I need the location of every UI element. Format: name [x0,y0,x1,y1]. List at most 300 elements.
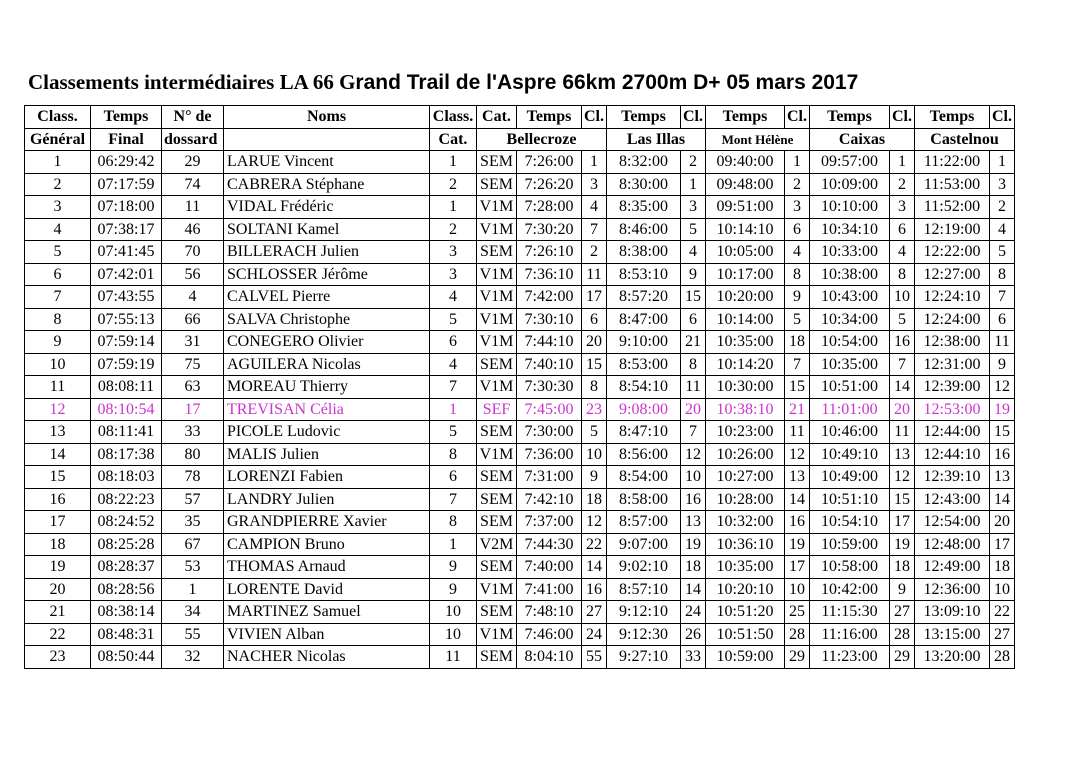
table-cell: 11 [681,376,706,399]
table-cell: 2 [990,196,1015,219]
table-cell: 10 [582,443,607,466]
table-cell: 8 [990,263,1015,286]
table-cell: V1M [477,623,517,646]
table-cell: 10:36:10 [706,533,785,556]
table-cell: 2 [430,218,477,241]
table-cell: 8:35:00 [607,196,681,219]
table-row [25,218,1015,241]
header-row-2 [25,128,1015,151]
table-cell: 12 [25,398,91,421]
table-row [25,353,1015,376]
table-cell: 7:30:00 [517,421,582,444]
table-cell: 8 [430,511,477,534]
table-cell: 5 [430,421,477,444]
table-cell: SEM [477,511,517,534]
table-cell: 12 [582,511,607,534]
table-row [25,286,1015,309]
table-cell: 28 [785,623,810,646]
table-cell: 8:32:00 [607,151,681,174]
table-cell: 9 [430,556,477,579]
table-row [25,488,1015,511]
table-cell: 21 [25,601,91,624]
runner-name: MARTINEZ Samuel [224,601,430,624]
table-cell: 12:24:00 [915,308,990,331]
table-cell: 3 [785,196,810,219]
results-table [24,105,1015,669]
table-cell: 10:30:00 [706,376,785,399]
table-cell: 10:34:10 [810,218,890,241]
checkpoint-mont-helene: Mont Hélène [706,128,810,151]
table-cell: 22 [582,533,607,556]
table-cell: 12:53:00 [915,398,990,421]
table-cell: SEM [477,466,517,489]
table-cell: 10:35:00 [810,353,890,376]
table-cell: 10:49:00 [810,466,890,489]
table-cell: 12:54:00 [915,511,990,534]
table-cell: 14 [582,556,607,579]
table-cell: 15 [25,466,91,489]
table-cell: 14 [785,488,810,511]
table-row [25,578,1015,601]
table-cell: 8:47:10 [607,421,681,444]
table-cell: 7:45:00 [517,398,582,421]
table-cell: 19 [681,533,706,556]
table-cell: 13 [990,466,1015,489]
table-cell: 21 [681,331,706,354]
table-cell: 7:48:10 [517,601,582,624]
table-cell: 12:49:00 [915,556,990,579]
table-cell: 11:15:30 [810,601,890,624]
table-cell: 9 [25,331,91,354]
table-cell: 08:28:37 [91,556,162,579]
table-cell: 5 [25,241,91,264]
table-cell: 11:52:00 [915,196,990,219]
table-row [25,646,1015,669]
table-cell: 5 [582,421,607,444]
table-row [25,601,1015,624]
table-cell: 17 [25,511,91,534]
table-cell: 8:47:00 [607,308,681,331]
table-cell: 10:49:10 [810,443,890,466]
table-cell: 9 [890,578,915,601]
table-cell: 11:16:00 [810,623,890,646]
table-cell: 24 [681,601,706,624]
runner-name: PICOLE Ludovic [224,421,430,444]
table-cell: 10:20:10 [706,578,785,601]
table-cell: 22 [990,601,1015,624]
table-cell: V1M [477,286,517,309]
table-cell: 5 [785,308,810,331]
table-cell: 12 [681,443,706,466]
table-cell: 7 [430,488,477,511]
table-cell: 19 [25,556,91,579]
table-cell: 3 [25,196,91,219]
table-cell: 29 [890,646,915,669]
table-cell: 7:44:10 [517,331,582,354]
runner-name: SALVA Christophe [224,308,430,331]
table-cell: 7:31:00 [517,466,582,489]
table-cell: SEM [477,421,517,444]
table-cell: 18 [990,556,1015,579]
table-cell: 12:36:00 [915,578,990,601]
table-cell: SEM [477,556,517,579]
table-cell: 10:20:00 [706,286,785,309]
table-cell: 16 [25,488,91,511]
table-cell: 7:40:00 [517,556,582,579]
header-cell: Temps [517,106,582,129]
table-cell: SEM [477,601,517,624]
table-cell: 08:10:54 [91,398,162,421]
table-cell: 13:09:10 [915,601,990,624]
table-cell: 17 [582,286,607,309]
table-cell: 11 [162,196,224,219]
table-cell: 1 [582,151,607,174]
runner-name: THOMAS Arnaud [224,556,430,579]
table-cell: 80 [162,443,224,466]
table-cell: 24 [582,623,607,646]
table-cell: 28 [890,623,915,646]
table-cell: 18 [785,331,810,354]
table-cell: 10:54:00 [810,331,890,354]
table-cell: 5 [430,308,477,331]
table-cell: 7:44:30 [517,533,582,556]
table-cell: 19 [785,533,810,556]
table-cell: 10:42:00 [810,578,890,601]
table-cell: 3 [990,173,1015,196]
table-cell: 13 [890,443,915,466]
table-cell: 1 [430,151,477,174]
table-cell: 4 [582,196,607,219]
table-cell: 3 [582,173,607,196]
table-cell: 56 [162,263,224,286]
table-cell: 10:43:00 [810,286,890,309]
table-row [25,308,1015,331]
table-cell: 6 [890,218,915,241]
runner-name: NACHER Nicolas [224,646,430,669]
table-cell: 7:30:30 [517,376,582,399]
table-cell: 9 [990,353,1015,376]
table-cell: 13 [785,466,810,489]
table-cell: 57 [162,488,224,511]
runner-name: GRANDPIERRE Xavier [224,511,430,534]
table-cell: 15 [681,286,706,309]
table-cell: 10:27:00 [706,466,785,489]
table-cell: 8 [582,376,607,399]
table-cell: SEM [477,241,517,264]
header-cell: dossard [162,128,224,151]
table-cell: 07:42:01 [91,263,162,286]
table-cell: 10 [681,466,706,489]
table-cell: 20 [25,578,91,601]
table-cell: 27 [890,601,915,624]
table-cell: 4 [430,286,477,309]
table-cell: 08:08:11 [91,376,162,399]
table-cell: 22 [25,623,91,646]
table-cell: SEF [477,398,517,421]
table-cell: 1 [990,151,1015,174]
table-cell: 1 [430,533,477,556]
table-cell: 08:18:03 [91,466,162,489]
table-cell: 55 [582,646,607,669]
table-cell: 7:42:00 [517,286,582,309]
table-cell: 8 [785,263,810,286]
table-cell: 18 [582,488,607,511]
table-cell: 1 [25,151,91,174]
table-cell: 19 [990,398,1015,421]
table-cell: 10:10:00 [810,196,890,219]
table-cell: 18 [890,556,915,579]
table-cell: 1 [785,151,810,174]
table-cell: 8:54:10 [607,376,681,399]
table-cell: 19 [890,533,915,556]
table-cell: 27 [582,601,607,624]
header-cell [224,128,430,151]
table-cell: 7:46:00 [517,623,582,646]
table-cell: 10:59:00 [810,533,890,556]
table-cell: 5 [681,218,706,241]
header-cell: Temps [915,106,990,129]
table-cell: 08:48:31 [91,623,162,646]
table-cell: 7:30:10 [517,308,582,331]
runner-name: LANDRY Julien [224,488,430,511]
table-cell: 4 [785,241,810,264]
table-cell: 16 [785,511,810,534]
runner-name: VIDAL Frédéric [224,196,430,219]
runner-name: LORENZI Fabien [224,466,430,489]
table-cell: 11 [785,421,810,444]
header-cell: Class. [25,106,91,129]
table-cell: 23 [25,646,91,669]
table-cell: 12 [785,443,810,466]
table-cell: V2M [477,533,517,556]
table-cell: V1M [477,196,517,219]
table-cell: 7 [785,353,810,376]
header-row-1 [25,106,1015,129]
table-cell: 09:48:00 [706,173,785,196]
runner-name: CALVEL Pierre [224,286,430,309]
table-cell: 3 [681,196,706,219]
table-cell: 9:12:30 [607,623,681,646]
table-cell: SEM [477,488,517,511]
table-cell: 10:14:10 [706,218,785,241]
table-cell: 23 [582,398,607,421]
table-cell: 55 [162,623,224,646]
table-cell: 20 [582,331,607,354]
table-cell: V1M [477,578,517,601]
table-cell: 6 [25,263,91,286]
table-cell: 1 [681,173,706,196]
table-cell: 8:30:00 [607,173,681,196]
runner-name: LORENTE David [224,578,430,601]
table-row [25,263,1015,286]
table-cell: 17 [990,533,1015,556]
runner-name: SOLTANI Kamel [224,218,430,241]
table-cell: 17 [162,398,224,421]
table-cell: 8:46:00 [607,218,681,241]
runner-name: MALIS Julien [224,443,430,466]
runner-name: TREVISAN Célia [224,398,430,421]
table-cell: V1M [477,218,517,241]
table-cell: 10:46:00 [810,421,890,444]
table-cell: 1 [430,398,477,421]
table-cell: 2 [785,173,810,196]
table-cell: 17 [785,556,810,579]
table-cell: 10:38:10 [706,398,785,421]
header-cell: Temps [810,106,890,129]
table-cell: 46 [162,218,224,241]
table-cell: 8:38:00 [607,241,681,264]
table-cell: 10 [785,578,810,601]
table-cell: 14 [681,578,706,601]
table-row [25,466,1015,489]
table-cell: 11 [430,646,477,669]
table-cell: 11:53:00 [915,173,990,196]
table-cell: 4 [430,353,477,376]
table-cell: 7:36:10 [517,263,582,286]
table-cell: 4 [990,218,1015,241]
table-cell: 4 [25,218,91,241]
table-cell: 07:17:59 [91,173,162,196]
table-cell: 8 [25,308,91,331]
table-cell: 8 [430,443,477,466]
table-cell: 06:29:42 [91,151,162,174]
checkpoint-castelnou: Castelnou [915,128,1015,151]
table-cell: 20 [990,511,1015,534]
runner-name: VIVIEN Alban [224,623,430,646]
table-row [25,533,1015,556]
table-cell: 7:30:20 [517,218,582,241]
header-cell: Temps [607,106,681,129]
runner-name: CONEGERO Olivier [224,331,430,354]
table-cell: 6 [681,308,706,331]
table-cell: 9:02:10 [607,556,681,579]
table-cell: 35 [162,511,224,534]
table-cell: 27 [990,623,1015,646]
table-cell: 10:26:00 [706,443,785,466]
table-cell: 10 [990,578,1015,601]
table-cell: 53 [162,556,224,579]
table-row [25,421,1015,444]
table-cell: 10:28:00 [706,488,785,511]
table-cell: 09:51:00 [706,196,785,219]
table-cell: V1M [477,308,517,331]
table-cell: 26 [681,623,706,646]
runner-name: CAMPION Bruno [224,533,430,556]
table-cell: 67 [162,533,224,556]
checkpoint-bellecroze: Bellecroze [477,128,607,151]
table-cell: V1M [477,443,517,466]
checkpoint-caixas: Caixas [810,128,915,151]
table-cell: 8:58:00 [607,488,681,511]
table-cell: 8:53:00 [607,353,681,376]
table-cell: 7:41:00 [517,578,582,601]
table-cell: 7:26:20 [517,173,582,196]
table-cell: 6 [785,218,810,241]
table-cell: 12:39:00 [915,376,990,399]
runner-name: MOREAU Thierry [224,376,430,399]
table-cell: 4 [162,286,224,309]
table-cell: 08:17:38 [91,443,162,466]
table-cell: 08:24:52 [91,511,162,534]
table-cell: 2 [681,151,706,174]
table-cell: 25 [785,601,810,624]
table-cell: 7:26:00 [517,151,582,174]
table-cell: 10:59:00 [706,646,785,669]
table-cell: 33 [162,421,224,444]
table-cell: 15 [785,376,810,399]
title-part-1: Classements intermédiaires LA 66 G [28,70,356,94]
table-cell: 08:50:44 [91,646,162,669]
table-row [25,241,1015,264]
table-cell: 10 [890,286,915,309]
header-cell: Cat. [430,128,477,151]
table-cell: 6 [430,466,477,489]
table-cell: 07:43:55 [91,286,162,309]
table-row [25,376,1015,399]
table-cell: 12:24:10 [915,286,990,309]
table-cell: 9 [430,578,477,601]
table-cell: 1 [162,578,224,601]
table-cell: 2 [890,173,915,196]
table-cell: 10 [430,601,477,624]
table-cell: SEM [477,173,517,196]
runner-name: SCHLOSSER Jérôme [224,263,430,286]
header-cell: Noms [224,106,430,129]
table-cell: 11:23:00 [810,646,890,669]
table-cell: SEM [477,151,517,174]
table-cell: 08:22:23 [91,488,162,511]
table-cell: 6 [430,331,477,354]
table-cell: 28 [990,646,1015,669]
table-row-highlighted [25,398,1015,421]
runner-name: CABRERA Stéphane [224,173,430,196]
table-cell: 10:51:00 [810,376,890,399]
table-cell: 2 [430,173,477,196]
table-cell: 13 [25,421,91,444]
table-cell: 12:38:00 [915,331,990,354]
table-cell: 7:42:10 [517,488,582,511]
table-cell: 3 [430,263,477,286]
table-cell: V1M [477,331,517,354]
table-cell: 12:39:10 [915,466,990,489]
table-cell: 2 [582,241,607,264]
table-cell: 14 [890,376,915,399]
table-cell: 63 [162,376,224,399]
table-cell: 08:28:56 [91,578,162,601]
table-row [25,511,1015,534]
table-cell: 7 [890,353,915,376]
header-cell: Cl. [890,106,915,129]
table-cell: 6 [582,308,607,331]
table-cell: 8:04:10 [517,646,582,669]
table-cell: 8:57:20 [607,286,681,309]
table-cell: 21 [785,398,810,421]
table-cell: 07:59:14 [91,331,162,354]
table-cell: 10:33:00 [810,241,890,264]
table-cell: 08:25:28 [91,533,162,556]
table-cell: 7 [25,286,91,309]
table-cell: V1M [477,263,517,286]
table-cell: 7 [582,218,607,241]
header-cell: Class. [430,106,477,129]
header-cell: Final [91,128,162,151]
table-cell: 12:44:10 [915,443,990,466]
runner-name: LARUE Vincent [224,151,430,174]
table-cell: 16 [582,578,607,601]
table-cell: 4 [681,241,706,264]
table-cell: 7:28:00 [517,196,582,219]
table-cell: 10:58:00 [810,556,890,579]
